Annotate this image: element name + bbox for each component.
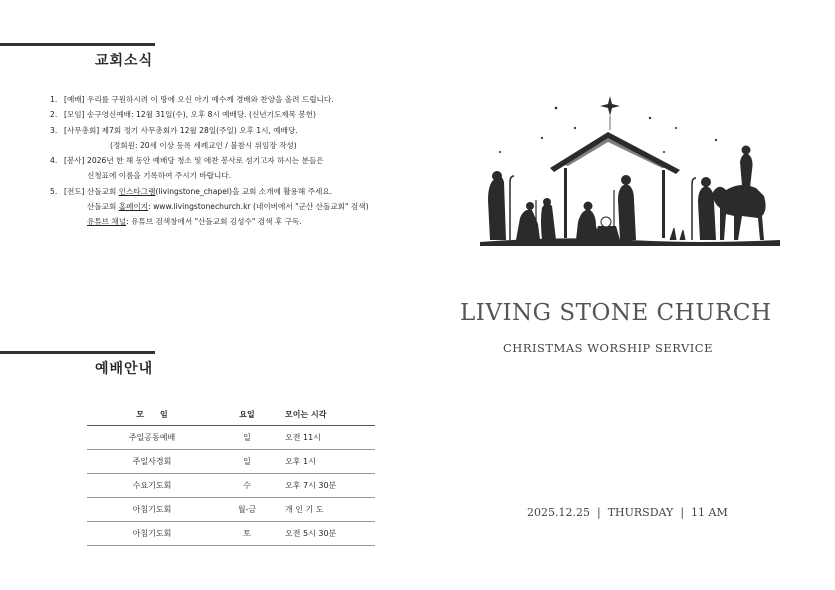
- service-time: 11 AM: [691, 506, 728, 519]
- worship-section-title: 예배안내: [95, 361, 154, 377]
- table-row: 주일공동예배 일 오전 11시: [87, 426, 375, 450]
- news-item-5: 5. [전도] 산돌교회 인스타그램(livingstone_chapel)을 교회 소개에 활용해 주세요. 산돌교회 홈페이지: www.livingstonechurch.kr (네이버에서 "군산 산돌교회" 검색) 유튜브 채널: 유튜브 검색창에서 "산돌교회 김성수" 검색 후 구독.: [50, 186, 369, 227]
- news-section-title: 교회소식: [95, 53, 154, 69]
- service-day: THURSDAY: [607, 506, 674, 519]
- homepage-link[interactable]: 홈페이지: [118, 202, 149, 212]
- news-section-bar: [0, 43, 155, 46]
- table-row: 수요기도회 수 오후 7시 30분: [87, 474, 375, 498]
- news-item-2: 2. [모임] 송구영신예배: 12월 31일(수), 오후 8시 예배당. (신년기도제목 봉헌): [50, 110, 317, 120]
- table-row: 아침기도회 토 오전 5시 30분: [87, 522, 375, 546]
- church-name: LIVING STONE CHURCH: [460, 300, 772, 326]
- news-item-4: 4. [봉사] 2026년 한 해 동안 예배당 청소 및 애찬 봉사로 섬기고자 하시는 분들은 신청표에 이름을 기록하여 주시기 바랍니다.: [50, 153, 380, 184]
- news-item-3-note: (정회원: 20세 이상 등록 세례교인 / 불참시 위임장 작성): [110, 140, 297, 150]
- instagram-link[interactable]: 인스타그램: [118, 186, 156, 196]
- service-title: CHRISTMAS WORSHIP SERVICE: [503, 341, 714, 355]
- table-row: 주일사경회 일 오후 1시: [87, 450, 375, 474]
- table-header-row: 모 임 요일 모이는 시각: [87, 404, 375, 426]
- news-list: [50, 92, 380, 230]
- news-item-4-note: 신청표에 이름을 기록하여 주시기 바랍니다.: [87, 171, 232, 181]
- worship-section-bar: [0, 351, 155, 354]
- news-item-1: 1. [예배] 우리를 구원하시려 이 땅에 오신 아기 예수께 경배와 찬양을 올려 드립니다.: [50, 95, 334, 104]
- service-dateline: 2025.12.25 | THURSDAY | 11 AM: [527, 506, 728, 519]
- news-item-3: 3. [사무총회] 제7회 정기 사무총회가 12월 28일(주일) 오후 1시, 예배당. (정회원: 20세 이상 등록 세례교인 / 불참시 위임장 작성): [50, 123, 380, 154]
- service-date: 2025.12.25: [527, 506, 590, 519]
- youtube-link[interactable]: 유튜브 채널: [87, 217, 127, 227]
- nativity-scene-image: [480, 90, 780, 250]
- worship-table: [87, 404, 375, 546]
- table-row: 아침기도회 월-금 개 인 기 도: [87, 498, 375, 522]
